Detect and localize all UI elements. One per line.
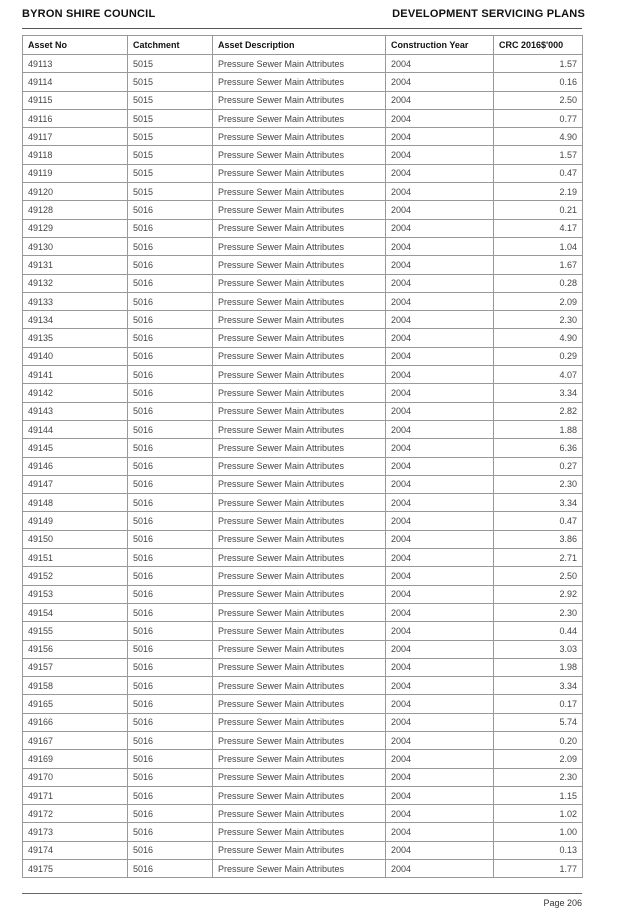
construction-year-cell: 2004 [386, 603, 494, 621]
table-row [23, 109, 583, 127]
crc-cell: 1.57 [494, 146, 583, 164]
catchment-cell: 5016 [128, 256, 213, 274]
construction-year-cell: 2004 [386, 55, 494, 73]
table-row [23, 219, 583, 237]
asset-no-cell: 49114 [23, 73, 128, 91]
crc-cell: 1.02 [494, 805, 583, 823]
table-row [23, 91, 583, 109]
crc-cell: 0.20 [494, 731, 583, 749]
catchment-cell: 5016 [128, 512, 213, 530]
construction-year-cell: 2004 [386, 164, 494, 182]
crc-cell: 1.77 [494, 860, 583, 878]
construction-year-cell: 2004 [386, 677, 494, 695]
catchment-cell: 5016 [128, 402, 213, 420]
crc-cell: 4.90 [494, 329, 583, 347]
table-row [23, 366, 583, 384]
asset-description-cell: Pressure Sewer Main Attributes [213, 549, 386, 567]
crc-cell: 1.04 [494, 237, 583, 255]
asset-no-cell: 49156 [23, 640, 128, 658]
construction-year-cell: 2004 [386, 256, 494, 274]
asset-description-cell: Pressure Sewer Main Attributes [213, 750, 386, 768]
catchment-cell: 5015 [128, 109, 213, 127]
catchment-cell: 5016 [128, 549, 213, 567]
asset-description-cell: Pressure Sewer Main Attributes [213, 347, 386, 365]
catchment-cell: 5016 [128, 841, 213, 859]
catchment-cell: 5016 [128, 329, 213, 347]
asset-no-cell: 49147 [23, 475, 128, 493]
construction-year-cell: 2004 [386, 786, 494, 804]
table-row [23, 677, 583, 695]
page-number: Page 206 [543, 898, 582, 908]
crc-cell: 2.09 [494, 292, 583, 310]
catchment-cell: 5015 [128, 73, 213, 91]
asset-no-cell: 49173 [23, 823, 128, 841]
asset-no-cell: 49115 [23, 91, 128, 109]
crc-cell: 3.34 [494, 494, 583, 512]
crc-cell: 0.21 [494, 201, 583, 219]
table-row [23, 201, 583, 219]
crc-cell: 0.47 [494, 164, 583, 182]
construction-year-cell: 2004 [386, 183, 494, 201]
table-row [23, 73, 583, 91]
crc-cell: 0.77 [494, 109, 583, 127]
crc-cell: 0.28 [494, 274, 583, 292]
asset-no-cell: 49117 [23, 128, 128, 146]
asset-no-cell: 49142 [23, 384, 128, 402]
table-row [23, 384, 583, 402]
crc-cell: 4.17 [494, 219, 583, 237]
construction-year-cell: 2004 [386, 475, 494, 493]
crc-cell: 6.36 [494, 439, 583, 457]
asset-description-cell: Pressure Sewer Main Attributes [213, 329, 386, 347]
asset-no-cell: 49175 [23, 860, 128, 878]
table-row [23, 731, 583, 749]
construction-year-cell: 2004 [386, 201, 494, 219]
asset-description-cell: Pressure Sewer Main Attributes [213, 841, 386, 859]
construction-year-cell: 2004 [386, 768, 494, 786]
header-divider [22, 28, 582, 29]
asset-no-cell: 49129 [23, 219, 128, 237]
asset-description-cell: Pressure Sewer Main Attributes [213, 91, 386, 109]
table-row [23, 750, 583, 768]
construction-year-cell: 2004 [386, 329, 494, 347]
asset-no-cell: 49135 [23, 329, 128, 347]
asset-description-cell: Pressure Sewer Main Attributes [213, 457, 386, 475]
construction-year-cell: 2004 [386, 713, 494, 731]
table-row [23, 494, 583, 512]
table-row [23, 183, 583, 201]
crc-cell: 2.19 [494, 183, 583, 201]
catchment-cell: 5016 [128, 457, 213, 475]
table-row [23, 475, 583, 493]
construction-year-cell: 2004 [386, 805, 494, 823]
construction-year-cell: 2004 [386, 292, 494, 310]
asset-no-cell: 49158 [23, 677, 128, 695]
construction-year-cell: 2004 [386, 823, 494, 841]
asset-no-cell: 49149 [23, 512, 128, 530]
asset-description-cell: Pressure Sewer Main Attributes [213, 73, 386, 91]
asset-description-cell: Pressure Sewer Main Attributes [213, 768, 386, 786]
construction-year-cell: 2004 [386, 219, 494, 237]
table-row [23, 329, 583, 347]
catchment-cell: 5016 [128, 219, 213, 237]
asset-no-cell: 49167 [23, 731, 128, 749]
construction-year-cell: 2004 [386, 695, 494, 713]
catchment-cell: 5016 [128, 585, 213, 603]
asset-description-cell: Pressure Sewer Main Attributes [213, 311, 386, 329]
construction-year-cell: 2004 [386, 347, 494, 365]
catchment-cell: 5016 [128, 786, 213, 804]
asset-no-cell: 49169 [23, 750, 128, 768]
asset-description-cell: Pressure Sewer Main Attributes [213, 439, 386, 457]
catchment-cell: 5016 [128, 640, 213, 658]
table-row [23, 55, 583, 73]
catchment-cell: 5016 [128, 750, 213, 768]
crc-cell: 2.92 [494, 585, 583, 603]
crc-cell: 3.34 [494, 677, 583, 695]
crc-cell: 1.88 [494, 420, 583, 438]
asset-description-cell: Pressure Sewer Main Attributes [213, 164, 386, 182]
asset-description-cell: Pressure Sewer Main Attributes [213, 219, 386, 237]
column-header-asset-no: Asset No [23, 36, 128, 55]
asset-description-cell: Pressure Sewer Main Attributes [213, 55, 386, 73]
table-row [23, 549, 583, 567]
header-document-title: DEVELOPMENT SERVICING PLANS [392, 8, 585, 20]
crc-cell: 3.34 [494, 384, 583, 402]
asset-description-cell: Pressure Sewer Main Attributes [213, 384, 386, 402]
construction-year-cell: 2004 [386, 658, 494, 676]
asset-description-cell: Pressure Sewer Main Attributes [213, 274, 386, 292]
catchment-cell: 5016 [128, 567, 213, 585]
crc-cell: 2.82 [494, 402, 583, 420]
catchment-cell: 5015 [128, 183, 213, 201]
catchment-cell: 5016 [128, 475, 213, 493]
asset-no-cell: 49119 [23, 164, 128, 182]
table-row [23, 841, 583, 859]
crc-cell: 0.17 [494, 695, 583, 713]
column-header-catchment: Catchment [128, 36, 213, 55]
asset-no-cell: 49131 [23, 256, 128, 274]
table-row [23, 274, 583, 292]
asset-no-cell: 49150 [23, 530, 128, 548]
catchment-cell: 5016 [128, 823, 213, 841]
asset-no-cell: 49148 [23, 494, 128, 512]
catchment-cell: 5016 [128, 713, 213, 731]
crc-cell: 0.13 [494, 841, 583, 859]
catchment-cell: 5016 [128, 860, 213, 878]
crc-cell: 2.71 [494, 549, 583, 567]
construction-year-cell: 2004 [386, 549, 494, 567]
table-row [23, 567, 583, 585]
table-row [23, 256, 583, 274]
asset-no-cell: 49170 [23, 768, 128, 786]
table-row [23, 695, 583, 713]
catchment-cell: 5016 [128, 494, 213, 512]
catchment-cell: 5015 [128, 91, 213, 109]
asset-no-cell: 49140 [23, 347, 128, 365]
construction-year-cell: 2004 [386, 91, 494, 109]
catchment-cell: 5016 [128, 530, 213, 548]
asset-no-cell: 49128 [23, 201, 128, 219]
asset-no-cell: 49157 [23, 658, 128, 676]
asset-description-cell: Pressure Sewer Main Attributes [213, 420, 386, 438]
crc-cell: 3.86 [494, 530, 583, 548]
asset-description-cell: Pressure Sewer Main Attributes [213, 109, 386, 127]
construction-year-cell: 2004 [386, 622, 494, 640]
asset-description-cell: Pressure Sewer Main Attributes [213, 201, 386, 219]
table-row [23, 585, 583, 603]
construction-year-cell: 2004 [386, 512, 494, 530]
table-row [23, 640, 583, 658]
asset-no-cell: 49174 [23, 841, 128, 859]
table-row [23, 128, 583, 146]
catchment-cell: 5015 [128, 128, 213, 146]
asset-no-cell: 49151 [23, 549, 128, 567]
crc-cell: 1.67 [494, 256, 583, 274]
crc-cell: 2.30 [494, 311, 583, 329]
asset-no-cell: 49132 [23, 274, 128, 292]
asset-description-cell: Pressure Sewer Main Attributes [213, 585, 386, 603]
construction-year-cell: 2004 [386, 274, 494, 292]
catchment-cell: 5016 [128, 658, 213, 676]
asset-description-cell: Pressure Sewer Main Attributes [213, 622, 386, 640]
asset-description-cell: Pressure Sewer Main Attributes [213, 731, 386, 749]
asset-description-cell: Pressure Sewer Main Attributes [213, 512, 386, 530]
asset-no-cell: 49120 [23, 183, 128, 201]
header-org-name: BYRON SHIRE COUNCIL [22, 8, 156, 20]
crc-cell: 1.00 [494, 823, 583, 841]
crc-cell: 0.44 [494, 622, 583, 640]
construction-year-cell: 2004 [386, 860, 494, 878]
construction-year-cell: 2004 [386, 128, 494, 146]
asset-description-cell: Pressure Sewer Main Attributes [213, 677, 386, 695]
asset-no-cell: 49165 [23, 695, 128, 713]
asset-description-cell: Pressure Sewer Main Attributes [213, 567, 386, 585]
asset-description-cell: Pressure Sewer Main Attributes [213, 237, 386, 255]
crc-cell: 0.27 [494, 457, 583, 475]
table-row [23, 823, 583, 841]
asset-no-cell: 49145 [23, 439, 128, 457]
asset-no-cell: 49143 [23, 402, 128, 420]
asset-description-cell: Pressure Sewer Main Attributes [213, 658, 386, 676]
crc-cell: 5.74 [494, 713, 583, 731]
crc-cell: 3.03 [494, 640, 583, 658]
catchment-cell: 5016 [128, 622, 213, 640]
asset-no-cell: 49154 [23, 603, 128, 621]
table-row [23, 530, 583, 548]
asset-table [22, 35, 583, 878]
asset-description-cell: Pressure Sewer Main Attributes [213, 860, 386, 878]
table-row [23, 768, 583, 786]
construction-year-cell: 2004 [386, 439, 494, 457]
asset-no-cell: 49146 [23, 457, 128, 475]
asset-description-cell: Pressure Sewer Main Attributes [213, 713, 386, 731]
crc-cell: 0.47 [494, 512, 583, 530]
construction-year-cell: 2004 [386, 494, 494, 512]
construction-year-cell: 2004 [386, 731, 494, 749]
crc-cell: 2.30 [494, 475, 583, 493]
catchment-cell: 5016 [128, 695, 213, 713]
asset-description-cell: Pressure Sewer Main Attributes [213, 128, 386, 146]
column-header-construction-year: Construction Year [386, 36, 494, 55]
construction-year-cell: 2004 [386, 384, 494, 402]
crc-cell: 4.90 [494, 128, 583, 146]
table-row [23, 603, 583, 621]
asset-description-cell: Pressure Sewer Main Attributes [213, 146, 386, 164]
construction-year-cell: 2004 [386, 567, 494, 585]
asset-description-cell: Pressure Sewer Main Attributes [213, 695, 386, 713]
asset-description-cell: Pressure Sewer Main Attributes [213, 366, 386, 384]
catchment-cell: 5016 [128, 420, 213, 438]
catchment-cell: 5016 [128, 347, 213, 365]
catchment-cell: 5016 [128, 311, 213, 329]
table-row [23, 420, 583, 438]
crc-cell: 0.16 [494, 73, 583, 91]
construction-year-cell: 2004 [386, 237, 494, 255]
table-row [23, 457, 583, 475]
table-row [23, 347, 583, 365]
asset-no-cell: 49141 [23, 366, 128, 384]
asset-description-cell: Pressure Sewer Main Attributes [213, 640, 386, 658]
table-row [23, 860, 583, 878]
table-row [23, 292, 583, 310]
table-header-row [23, 36, 583, 55]
construction-year-cell: 2004 [386, 311, 494, 329]
table-row [23, 237, 583, 255]
crc-cell: 2.30 [494, 603, 583, 621]
asset-description-cell: Pressure Sewer Main Attributes [213, 292, 386, 310]
asset-description-cell: Pressure Sewer Main Attributes [213, 805, 386, 823]
table-row [23, 658, 583, 676]
construction-year-cell: 2004 [386, 420, 494, 438]
construction-year-cell: 2004 [386, 146, 494, 164]
table-row [23, 622, 583, 640]
construction-year-cell: 2004 [386, 585, 494, 603]
asset-no-cell: 49155 [23, 622, 128, 640]
asset-no-cell: 49134 [23, 311, 128, 329]
catchment-cell: 5016 [128, 366, 213, 384]
construction-year-cell: 2004 [386, 366, 494, 384]
construction-year-cell: 2004 [386, 530, 494, 548]
construction-year-cell: 2004 [386, 841, 494, 859]
catchment-cell: 5016 [128, 677, 213, 695]
construction-year-cell: 2004 [386, 73, 494, 91]
construction-year-cell: 2004 [386, 402, 494, 420]
table-row [23, 786, 583, 804]
crc-cell: 1.98 [494, 658, 583, 676]
catchment-cell: 5016 [128, 603, 213, 621]
catchment-cell: 5016 [128, 274, 213, 292]
column-header-crc: CRC 2016$'000 [494, 36, 583, 55]
catchment-cell: 5016 [128, 768, 213, 786]
asset-description-cell: Pressure Sewer Main Attributes [213, 494, 386, 512]
asset-no-cell: 49172 [23, 805, 128, 823]
catchment-cell: 5015 [128, 55, 213, 73]
asset-no-cell: 49133 [23, 292, 128, 310]
crc-cell: 2.30 [494, 768, 583, 786]
table-row [23, 146, 583, 164]
asset-description-cell: Pressure Sewer Main Attributes [213, 475, 386, 493]
asset-no-cell: 49171 [23, 786, 128, 804]
asset-description-cell: Pressure Sewer Main Attributes [213, 402, 386, 420]
asset-description-cell: Pressure Sewer Main Attributes [213, 823, 386, 841]
asset-no-cell: 49166 [23, 713, 128, 731]
table-row [23, 512, 583, 530]
crc-cell: 1.15 [494, 786, 583, 804]
catchment-cell: 5016 [128, 439, 213, 457]
table-row [23, 311, 583, 329]
asset-no-cell: 49144 [23, 420, 128, 438]
construction-year-cell: 2004 [386, 457, 494, 475]
construction-year-cell: 2004 [386, 750, 494, 768]
table-row [23, 805, 583, 823]
table-row [23, 402, 583, 420]
crc-cell: 2.50 [494, 91, 583, 109]
table-row [23, 713, 583, 731]
asset-description-cell: Pressure Sewer Main Attributes [213, 183, 386, 201]
table-row [23, 164, 583, 182]
footer-divider [22, 893, 582, 894]
crc-cell: 0.29 [494, 347, 583, 365]
asset-description-cell: Pressure Sewer Main Attributes [213, 786, 386, 804]
crc-cell: 4.07 [494, 366, 583, 384]
asset-no-cell: 49113 [23, 55, 128, 73]
catchment-cell: 5016 [128, 384, 213, 402]
catchment-cell: 5016 [128, 731, 213, 749]
crc-cell: 2.09 [494, 750, 583, 768]
catchment-cell: 5016 [128, 201, 213, 219]
asset-no-cell: 49153 [23, 585, 128, 603]
catchment-cell: 5015 [128, 146, 213, 164]
crc-cell: 1.57 [494, 55, 583, 73]
asset-no-cell: 49152 [23, 567, 128, 585]
asset-description-cell: Pressure Sewer Main Attributes [213, 530, 386, 548]
asset-no-cell: 49118 [23, 146, 128, 164]
asset-no-cell: 49130 [23, 237, 128, 255]
asset-description-cell: Pressure Sewer Main Attributes [213, 256, 386, 274]
catchment-cell: 5016 [128, 292, 213, 310]
asset-description-cell: Pressure Sewer Main Attributes [213, 603, 386, 621]
construction-year-cell: 2004 [386, 640, 494, 658]
catchment-cell: 5016 [128, 805, 213, 823]
asset-no-cell: 49116 [23, 109, 128, 127]
crc-cell: 2.50 [494, 567, 583, 585]
column-header-asset-description: Asset Description [213, 36, 386, 55]
catchment-cell: 5016 [128, 237, 213, 255]
table-row [23, 439, 583, 457]
catchment-cell: 5015 [128, 164, 213, 182]
construction-year-cell: 2004 [386, 109, 494, 127]
